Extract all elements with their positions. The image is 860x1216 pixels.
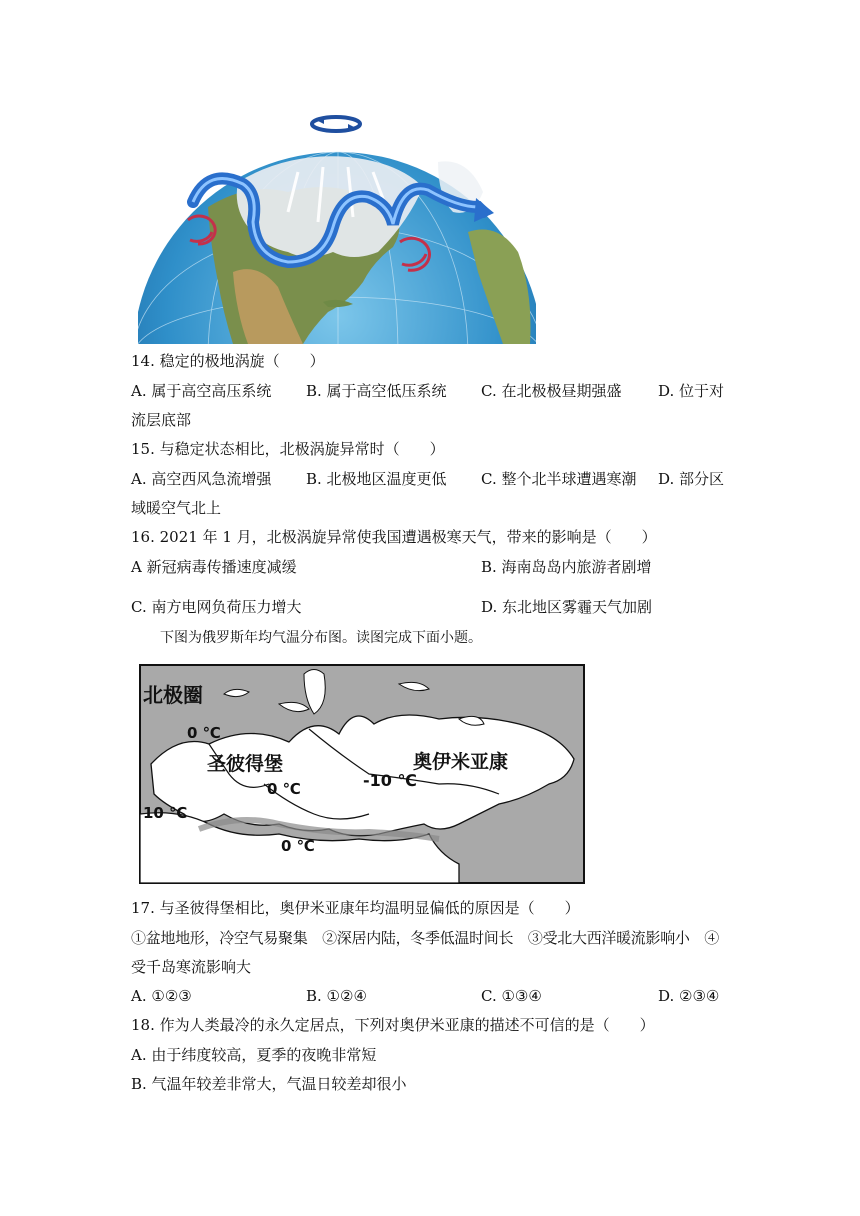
label-isotherm-0-b: 0 ℃: [267, 780, 301, 798]
q15-option-c: C. 整个北半球遭遇寒潮: [481, 470, 637, 488]
q16-option-c: C. 南方电网负荷压力增大: [131, 598, 302, 616]
question-16-stem: 16. 2021 年 1 月，北极涡旋异常使我国遭遇极寒天气，带来的影响是（ ）: [131, 528, 657, 546]
q15-option-d: D. 部分区: [658, 470, 725, 488]
q17-option-c: C. ①③④: [481, 987, 542, 1005]
label-isotherm-0-c: 0 ℃: [281, 837, 315, 855]
q14-option-d: D. 位于对: [658, 382, 725, 400]
q14-option-c: C. 在北极极昼期强盛: [481, 382, 622, 400]
q16-option-b: B. 海南岛岛内旅游者剧增: [481, 558, 652, 576]
label-oymyakon: 奥伊米亚康: [413, 751, 509, 773]
q17-statements-line2: 受千岛寒流影响大: [131, 958, 252, 976]
q15-option-a: A. 高空西风急流增强: [131, 470, 272, 488]
q16-option-d: D. 东北地区雾霾天气加剧: [481, 598, 653, 616]
russia-temperature-map: [139, 664, 585, 884]
q18-option-b: B. 气温年较差非常大，气温日较差却很小: [131, 1075, 407, 1093]
q15-option-b: B. 北极地区温度更低: [306, 470, 447, 488]
polar-vortex-figure: [138, 112, 536, 344]
label-isotherm-0-a: 0 ℃: [187, 724, 221, 742]
question-17-stem: 17. 与圣彼得堡相比，奥伊米亚康年均温明显偏低的原因是（ ）: [131, 899, 580, 917]
q17-option-d: D. ②③④: [658, 987, 720, 1005]
question-18-stem: 18. 作为人类最冷的永久定居点，下列对奥伊米亚康的描述不可信的是（ ）: [131, 1016, 655, 1034]
q14-option-a: A. 属于高空高压系统: [131, 382, 272, 400]
q16-option-a: A 新冠病毒传播速度减缓: [131, 558, 297, 576]
question-14-stem: 14. 稳定的极地涡旋（ ）: [131, 352, 325, 370]
question-15-stem: 15. 与稳定状态相比，北极涡旋异常时（ ）: [131, 440, 445, 458]
rotation-indicator-icon: [312, 116, 360, 132]
q14-option-b: B. 属于高空低压系统: [306, 382, 447, 400]
q17-option-a: A. ①②③: [131, 987, 192, 1005]
q18-option-a: A. 由于纬度较高，夏季的夜晚非常短: [131, 1046, 377, 1064]
q15-option-d-wrap: 域暖空气北上: [131, 499, 222, 517]
q14-option-d-wrap: 流层底部: [131, 411, 192, 429]
label-arctic-circle: 北极圈: [143, 683, 203, 707]
label-saint-petersburg: 圣彼得堡: [207, 753, 284, 775]
label-isotherm-minus-10: -10 ℃: [363, 771, 417, 790]
q17-statements-line1: ①盆地地形，冷空气易聚集 ②深居内陆，冬季低温时间长 ③受北大西洋暖流影响小 ④: [131, 929, 720, 947]
map-intro-text: 下图为俄罗斯年均气温分布图。读图完成下面小题。: [160, 630, 482, 646]
label-isotherm-10: 10 ℃: [143, 804, 188, 822]
q17-option-b: B. ①②④: [306, 987, 367, 1005]
